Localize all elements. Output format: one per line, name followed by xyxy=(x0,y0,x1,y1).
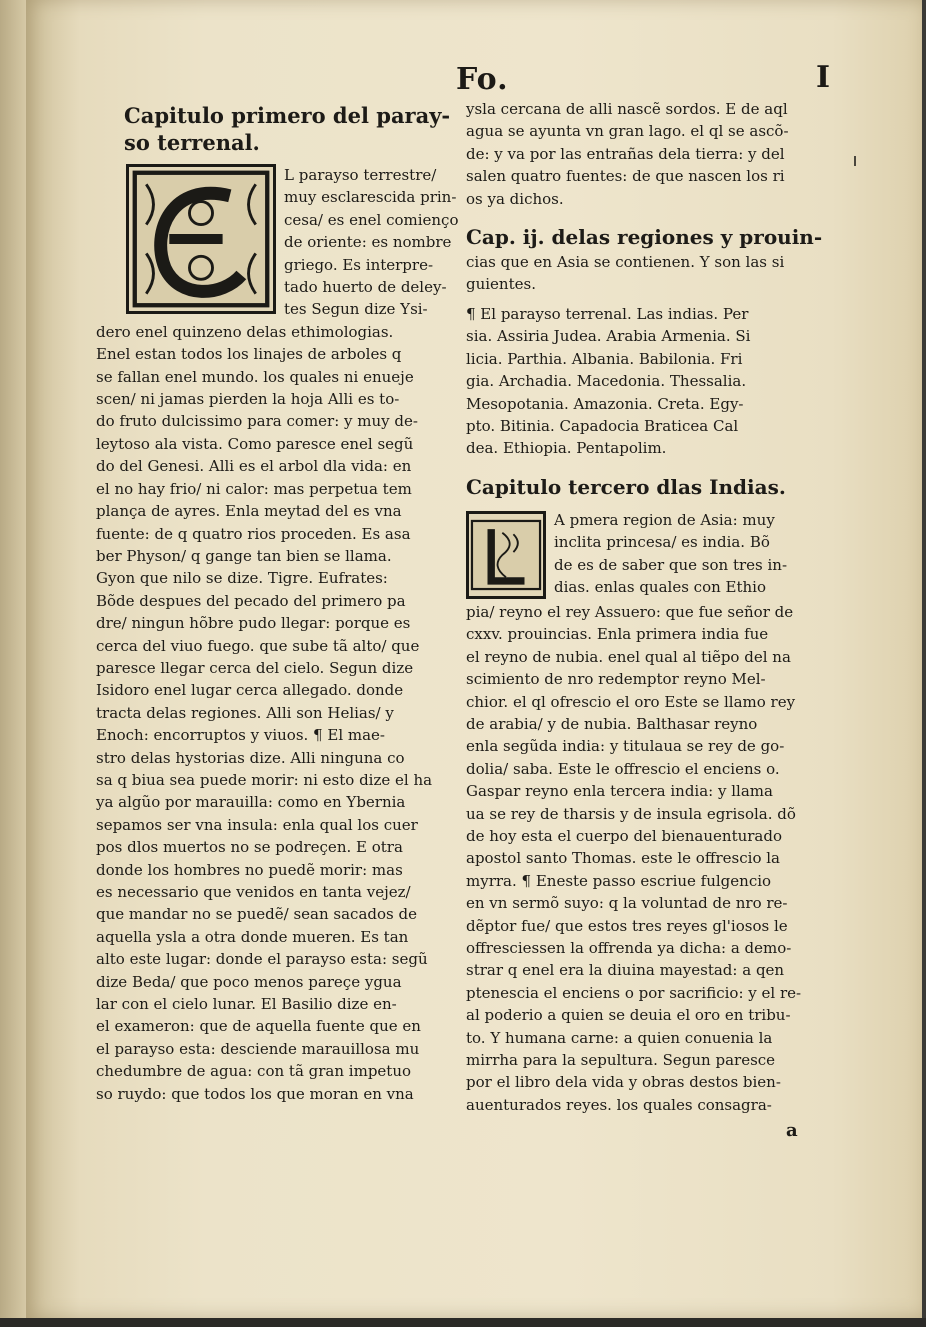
text-line: pia/ reyno el rey Assuero: que fue señor de xyxy=(466,602,794,621)
text-line: dre/ ningun hõbre pudo llegar: porque es xyxy=(96,614,411,633)
text-line: que mandar no se puedẽ/ sean sacados de xyxy=(96,905,417,924)
ornament-icon xyxy=(469,514,543,596)
text-line: dẽptor fue/ que estos tres reyes gl'iosos le xyxy=(466,916,788,935)
heading-line: cias que en Asia se contienen. Y son las si xyxy=(466,253,785,272)
text-line: Gyon que nilo se dize. Tigre. Eufrates: xyxy=(96,569,388,588)
text-line: dias. enlas quales con Ethio xyxy=(554,578,766,597)
text-line: scen/ ni jamas pierden la hoja Alli es to- xyxy=(96,390,400,409)
text-line: sa q biua sea puede morir: ni esto dize el ha xyxy=(96,770,433,789)
text-line: tes Segun dize Ysi- xyxy=(284,300,428,319)
chapter-3-heading: Capitulo tercero dlas Indias. xyxy=(466,474,786,499)
right-body-c xyxy=(466,601,822,1116)
text-line: leytoso ala vista. Como paresce enel segũ xyxy=(96,434,414,453)
text-line: to. Y humana carne: a quien conuenia la xyxy=(466,1028,773,1047)
book-gutter xyxy=(0,0,26,1327)
text-line: el exameron: que de aquella fuente que en xyxy=(96,1017,421,1036)
text-line: plança de ayres. Enla meytad del es vna xyxy=(96,502,402,521)
text-line: ber Physon/ q gange tan bien se llama. xyxy=(96,546,392,565)
chapter-1-heading xyxy=(124,102,452,156)
page-bottom-edge xyxy=(0,1318,926,1327)
text-line: se fallan enel mundo. los quales ni enueje xyxy=(96,367,414,386)
text-line: por el libro dela vida y obras destos bien- xyxy=(466,1073,781,1092)
text-line: myrra. ¶ Eneste passo escriue fulgencio xyxy=(466,871,772,890)
text-line: chior. el ql ofrescio el oro Este se llamo rey xyxy=(466,692,796,711)
text-line: de hoy esta el cuerpo del bienauenturado xyxy=(466,826,783,845)
text-line: auenturados reyes. los quales consagra- xyxy=(466,1095,772,1114)
left-column xyxy=(96,98,459,1105)
text-line: el reyno de nubia. enel qual al tiẽpo del na xyxy=(466,647,791,666)
ornament-icon xyxy=(129,167,273,311)
text-line: muy esclarescida prin- xyxy=(284,188,457,207)
text-line: donde los hombres no puedẽ morir: mas xyxy=(96,860,403,879)
text-line: de es de saber que son tres in- xyxy=(554,555,788,574)
text-line: ysla cercana de alli nascẽ sordos. E de aql xyxy=(466,100,788,118)
text-line: Enel estan todos los linajes de arboles q xyxy=(96,345,402,364)
chapter-2-heading xyxy=(466,224,822,295)
text-line: en vn sermõ suyo: q la voluntad de nro re- xyxy=(466,894,788,913)
text-line: ua se rey de tharsis y de insula egrisola. dõ xyxy=(466,804,796,823)
text-line: ¶ El parayso terrenal. Las indias. Per xyxy=(466,305,749,324)
text-line: offresciessen la offrenda ya dicha: a demo- xyxy=(466,938,792,957)
text-line: chedumbre de agua: con tã gran impetuo xyxy=(96,1062,412,1081)
heading-line: Capitulo primero del paray- xyxy=(124,103,451,128)
text-line: do del Genesi. Alli es el arbol dla vida: en xyxy=(96,457,412,476)
text-line: Enoch: encorruptos y viuos. ¶ El mae- xyxy=(96,726,385,745)
text-line: Mesopotania. Amazonia. Creta. Egy- xyxy=(466,394,744,413)
text-line: el no hay frio/ ni calor: mas perpetua tem xyxy=(96,479,412,498)
margin-mark xyxy=(854,156,856,166)
text-line: al poderio a quien se deuia el oro en tribu- xyxy=(466,1006,791,1025)
text-line: es necessario que venidos en tanta vejez/ xyxy=(96,883,411,901)
text-line: dolia/ saba. Este le offrescio el enciens o. xyxy=(466,759,780,778)
text-line: tado huerto de deley- xyxy=(284,278,447,297)
text-line: apostol santo Thomas. este le offrescio la xyxy=(466,849,780,868)
right-body-a xyxy=(466,98,822,210)
text-line: aquella ysla a otra donde mueren. Es tan xyxy=(96,927,409,946)
text-line: cerca del viuo fuego. que sube tã alto/ que xyxy=(96,636,420,655)
left-body xyxy=(96,321,452,1105)
text-line: pos dlos muertos no se podreçen. E otra xyxy=(96,838,403,857)
text-line: dize Beda/ que poco menos pareçe ygua xyxy=(96,972,402,991)
catchword: a xyxy=(786,1119,798,1141)
text-line: dea. Ethiopia. Pentapolim. xyxy=(466,439,667,458)
text-line: sia. Assiria Judea. Arabia Armenia. Si xyxy=(466,327,751,346)
text-line: scimiento de nro redemptor reyno Mel- xyxy=(466,670,766,689)
text-line: de oriente: es nombre xyxy=(284,233,452,252)
text-line: so ruydo: que todos los que moran en vna xyxy=(96,1084,414,1103)
folio-number: I xyxy=(816,60,831,95)
text-line: ya algũo por marauilla: como en Ybernia xyxy=(96,793,406,812)
decorated-initial-e xyxy=(126,164,276,314)
text-line: alto este lugar: donde el parayso esta: segũ xyxy=(96,950,428,969)
text-line: de: y va por las entrañas dela tierra: y del xyxy=(466,144,785,163)
text-line: tracta delas regiones. Alli son Helias/ y xyxy=(96,703,394,722)
text-line: Gaspar reyno enla tercera india: y llama xyxy=(466,782,773,801)
text-line: el parayso esta: desciende marauillosa mu xyxy=(96,1039,420,1058)
text-line: griego. Es interpre- xyxy=(284,255,434,274)
text-line: gia. Archadia. Macedonia. Thessalia. xyxy=(466,372,747,391)
text-line: lar con el cielo lunar. El Basilio dize en- xyxy=(96,995,397,1014)
text-line: pto. Bitinia. Capadocia Braticea Cal xyxy=(466,417,739,436)
heading-line: guientes. xyxy=(466,275,536,294)
decorated-initial-l xyxy=(466,511,546,599)
text-line: de arabia/ y de nubia. Balthasar reyno xyxy=(466,714,758,733)
text-line: stro delas hystorias dize. Alli ninguna co xyxy=(96,748,405,767)
heading-line: so terrenal. xyxy=(124,130,260,155)
text-line: inclita princesa/ es india. Bõ xyxy=(554,533,770,552)
text-line: agua se ayunta vn gran lago. el ql se ascõ- xyxy=(466,122,789,141)
text-line: salen quatro fuentes: de que nascen los ri xyxy=(466,167,785,186)
text-line: Bõde despues del pecado del primero pa xyxy=(96,591,406,610)
text-line: ptenescia el enciens o por sacrificio: y el re- xyxy=(466,983,802,1002)
text-line: mirrha para la sepultura. Segun paresce xyxy=(466,1051,776,1069)
text-line: dero enel quinzeno delas ethimologias. xyxy=(96,322,394,341)
text-line: os ya dichos. xyxy=(466,189,564,208)
text-line: enla segũda india: y titulaua se rey de go- xyxy=(466,737,785,756)
text-line: licia. Parthia. Albania. Babilonia. Fri xyxy=(466,349,743,368)
text-line: cesa/ es enel comienço xyxy=(284,210,459,229)
text-line: cxxv. prouincias. Enla primera india fue xyxy=(466,625,769,644)
text-line: do fruto dulcissimo para comer: y muy de- xyxy=(96,412,418,431)
text-line: fuente: de q quatro rios proceden. Es asa xyxy=(96,524,411,543)
book-page xyxy=(26,0,922,1318)
right-body-b xyxy=(466,303,822,460)
folio-label: Fo. xyxy=(456,62,509,97)
text-line: A pmera region de Asia: muy xyxy=(554,510,775,529)
text-line: L parayso terrestre/ xyxy=(284,166,437,184)
text-line: sepamos ser vna insula: enla qual los cuer xyxy=(96,815,418,834)
right-column xyxy=(466,98,823,1141)
text-line: paresce llegar cerca del cielo. Segun dize xyxy=(96,658,414,677)
text-line: strar q enel era la diuina mayestad: a qen xyxy=(466,961,785,980)
heading-line: Cap. ij. delas regiones y prouin- xyxy=(466,225,823,250)
text-line: Isidoro enel lugar cerca allegado. donde xyxy=(96,681,404,700)
